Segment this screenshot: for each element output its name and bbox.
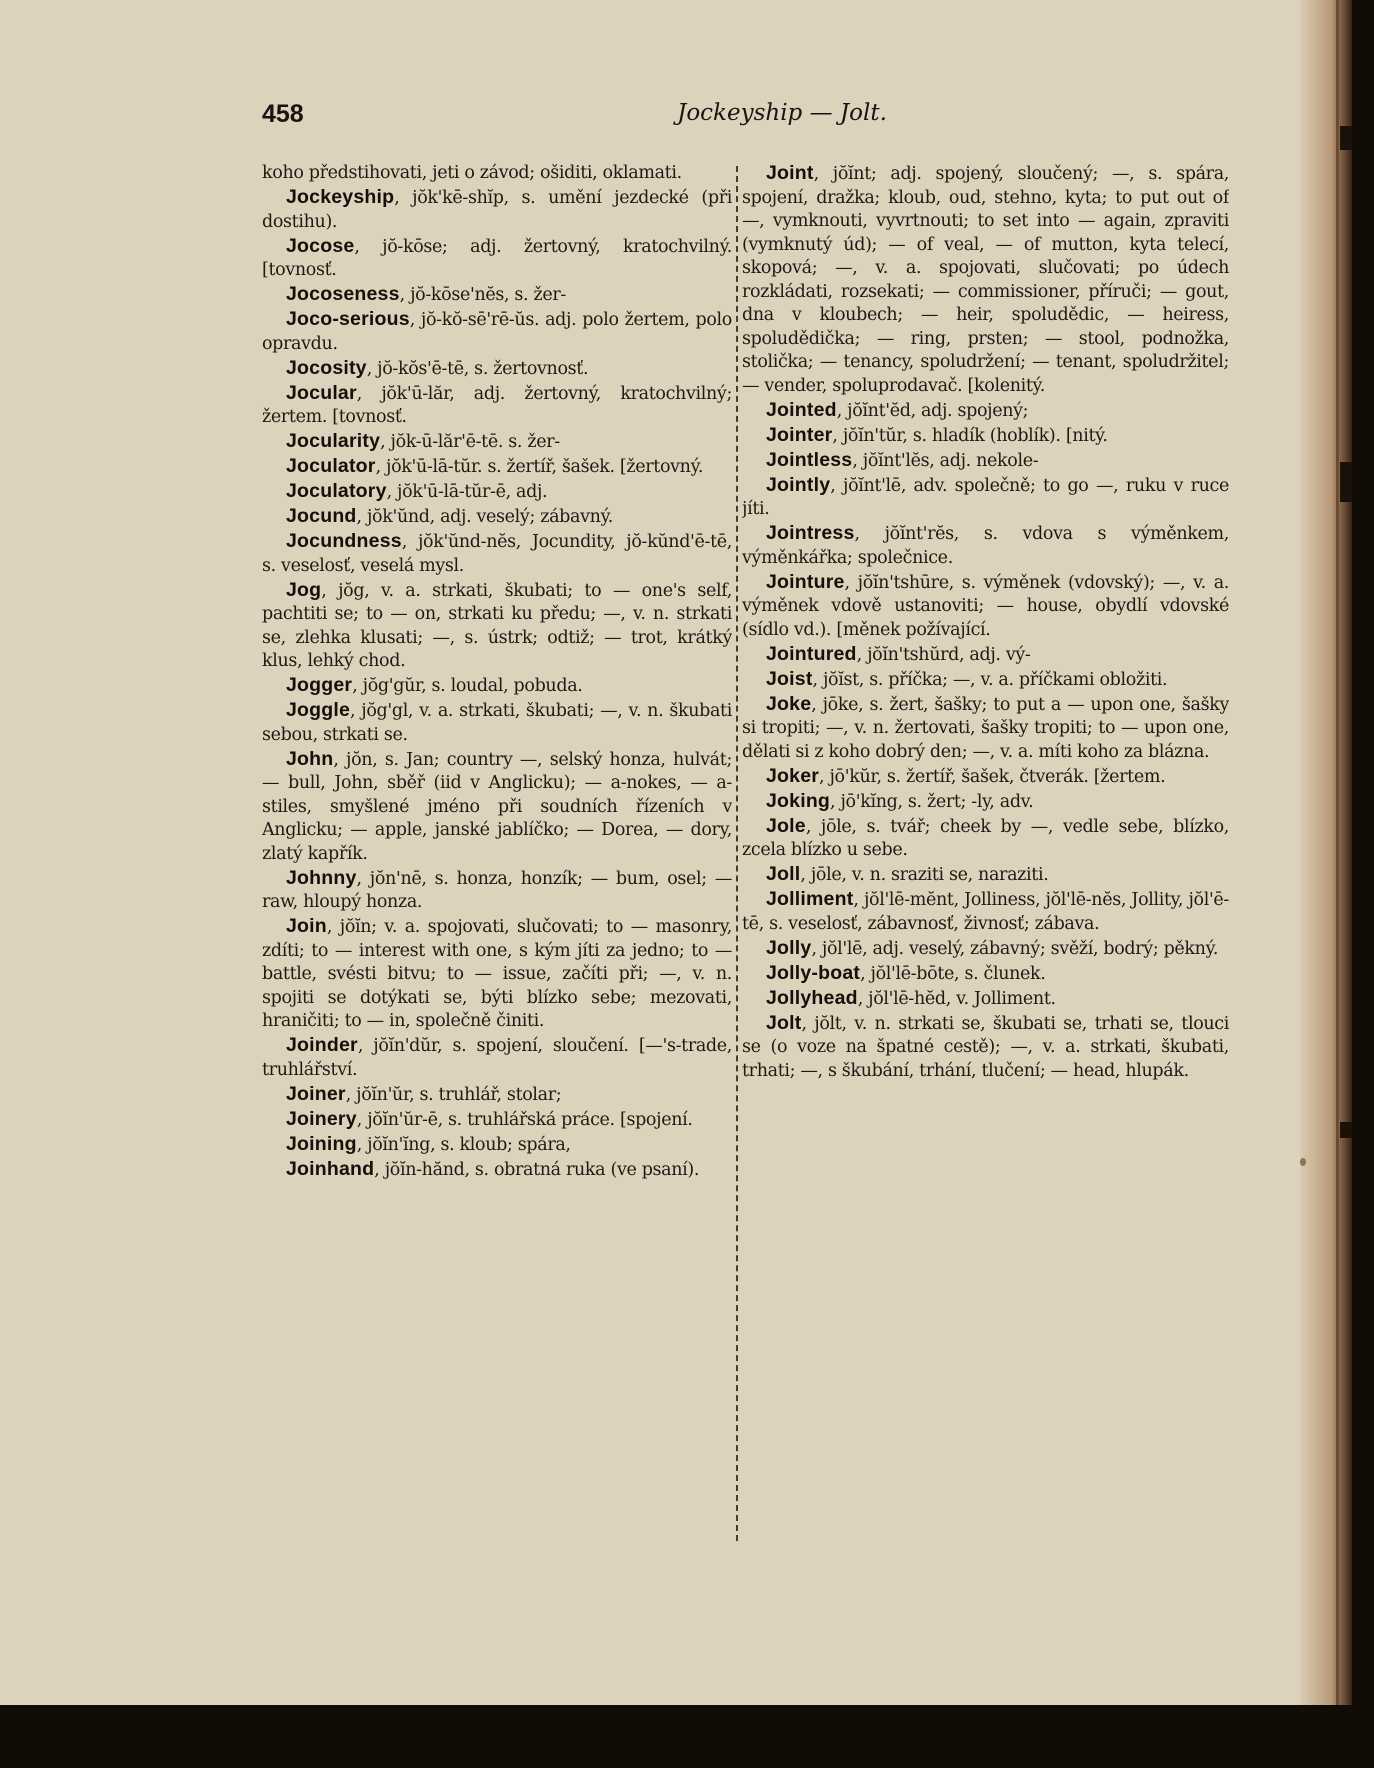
entry-text: , jŏk'ū-lăr, adj. žertovný, kratochvilný; žertem. [tovnosť. bbox=[262, 383, 732, 427]
entry-headword: Jocoseness bbox=[286, 283, 400, 305]
entry-text: , jŏl'lē-bōte, s. člunek. bbox=[860, 963, 1046, 984]
entry-text: , jŏĭn'tshūre, s. výměnek (vdovský); —, v. a. výměnek vdově ustanoviti; — house, obydlí vdovské (sídlo vd.). [měnek požívající. bbox=[742, 572, 1229, 640]
entry-text: , jŏk'ū-lā-tŭr. s. žertíř, šašek. [žertovný. bbox=[375, 457, 704, 477]
dictionary-entry bbox=[742, 522, 1229, 570]
entry-headword: Join bbox=[286, 915, 327, 937]
dictionary-entry bbox=[262, 674, 732, 699]
entry-text: , jŏl'lē-mĕnt, Jolliness, jŏl'lē-nĕs, Jollity, jŏl'ē-tē, s. veselosť, zábavnosť, živnosť; zábava. bbox=[742, 890, 1229, 934]
entry-headword: Joint bbox=[766, 162, 814, 184]
dictionary-entry bbox=[742, 399, 1229, 424]
dictionary-entry bbox=[742, 693, 1229, 765]
entry-text: , jŏ-kōse'nĕs, s. žer- bbox=[399, 285, 566, 305]
entry-headword: Jocular bbox=[286, 381, 357, 404]
entry-text: , jōle, s. tvář; cheek by —, vedle sebe, blízko, zcela blízko u sebe. bbox=[742, 816, 1229, 860]
entry-headword: Jog bbox=[286, 578, 322, 601]
entry-text: , jŏĭn; v. a. spojovati, slučovati; to — masonry, zdíti; to — interest with one, s kým jíti za jedno; to — battle, svésti bitvu; to — issue, začíti při; —, v. n. spojiti se dotýkati se, býti blízko sebe; mezovati, hraničiti; to — in, společně činiti. bbox=[262, 917, 732, 1031]
entry-text: , jŏ-kōse; adj. žertovný, kratochvilný. [tovnosť. bbox=[262, 236, 732, 280]
dictionary-entry bbox=[742, 1012, 1229, 1084]
dictionary-entry bbox=[262, 915, 732, 1034]
entry-headword: Jole bbox=[766, 814, 806, 837]
entry-headword: Jogger bbox=[286, 674, 353, 696]
dictionary-entry bbox=[262, 357, 732, 382]
entry-text: , jŏ-kŏs'ē-tē, s. žertovnosť. bbox=[366, 358, 589, 379]
gutter-tab-mark bbox=[1340, 126, 1352, 150]
entry-headword: Joggle bbox=[286, 699, 351, 721]
entry-headword: Joiner bbox=[286, 1082, 346, 1105]
dictionary-entry bbox=[262, 1133, 732, 1158]
entry-headword: Jointured bbox=[766, 642, 857, 665]
dictionary-entry bbox=[742, 474, 1229, 522]
dictionary-entry bbox=[262, 186, 732, 234]
entry-text: , jŏg'gl, v. a. strkati, škubati; —, v. n. škubati sebou, strkati se. bbox=[262, 701, 732, 745]
entry-text: , jŏn'nē, s. honza, honzík; — bum, osel; — raw, hloupý honza. bbox=[262, 868, 732, 912]
entry-text: , jŏn, s. Jan; country —, selský honza, hulvát; — bull, John, sběř (iid v Anglicku); — a-nokes, — a-stiles, smyšlené jméno při soudních řízeních v Anglicku; — apple, janské jablíčko; — Dorea, — dory, zlatý kapřík. bbox=[262, 749, 732, 864]
dictionary-entry bbox=[262, 480, 732, 505]
entry-headword: Jolliment bbox=[766, 888, 854, 910]
dictionary-entry bbox=[262, 1108, 732, 1133]
entry-text: , jŏĭnt'lē, adv. společně; to go —, ruku v ruce jíti. bbox=[742, 475, 1229, 519]
dictionary-entry bbox=[742, 668, 1229, 693]
dictionary-entry bbox=[742, 937, 1229, 962]
dictionary-entry bbox=[262, 235, 732, 283]
dictionary-entry bbox=[262, 162, 732, 186]
entry-headword: Jolly bbox=[766, 936, 812, 959]
paper-speck bbox=[1300, 1158, 1306, 1166]
dictionary-entry bbox=[262, 283, 732, 308]
dictionary-entry bbox=[742, 888, 1229, 936]
dictionary-entry bbox=[742, 863, 1229, 888]
dictionary-entry bbox=[262, 1034, 732, 1082]
gutter-shadow bbox=[1300, 0, 1352, 1705]
entry-headword: Jocose bbox=[286, 234, 355, 257]
entry-text: , jŏg'gŭr, s. loudal, pobuda. bbox=[352, 676, 583, 696]
entry-headword: Joco-serious bbox=[286, 308, 410, 330]
entry-text: , jōke, s. žert, šašky; to put a — upon one, šašky si tropiti; —, v. n. žertovati, šašky tropiti; to — upon one, dělati si z koho dobrý den; —, v. a. míti koho za blázna. bbox=[742, 694, 1229, 762]
entry-headword: Jointure bbox=[766, 570, 845, 593]
dictionary-entry bbox=[262, 1158, 732, 1183]
dictionary-entry bbox=[742, 790, 1229, 815]
entry-text: , jŏĭn'tshŭrd, adj. vý- bbox=[856, 644, 1031, 665]
entry-text: , jŏk'ŭnd-nĕs, Jocundity, jŏ-kŭnd'ē-tē, s. veselosť, veselá mysl. bbox=[262, 532, 732, 576]
entry-headword: Joker bbox=[766, 764, 820, 787]
entry-headword: Jocosity bbox=[286, 356, 367, 379]
dictionary-entry bbox=[262, 455, 732, 480]
entry-text: , jŏg, v. a. strkati, škubati; to — one's self, pachtiti se; to — on, strkati ku předu; —, v. n. strkati se, zlehka klusati; —, s. ústrk; odtiž; — trot, krátký klus, lehký chod. bbox=[262, 580, 732, 671]
dictionary-entry bbox=[742, 765, 1229, 790]
entry-text: , jō'kŭr, s. žertíř, šašek, čtverák. [žertem. bbox=[819, 766, 1166, 787]
entry-headword: Jocularity bbox=[286, 430, 381, 452]
entry-headword: Joculator bbox=[286, 455, 376, 477]
entry-text: , jŏl'lē, adj. veselý, zábavný; svěží, bodrý; pěkný. bbox=[811, 938, 1219, 959]
entry-headword: Joining bbox=[286, 1132, 357, 1155]
entry-text: , jŏĭnt'rĕs, s. vdova s výměnkem, výměnkářka; společnice. bbox=[742, 524, 1229, 568]
entry-headword: Joke bbox=[766, 692, 812, 715]
dictionary-entry bbox=[742, 424, 1229, 449]
entry-text: , jŏlt, v. n. strkati se, škubati se, trhati se, tlouci se (o voze na špatné cestě); —, v. a. strkati, škubati, trhati; —, s škubání, trhání, tlučení; — head, hlupák. bbox=[742, 1013, 1229, 1081]
dictionary-entry bbox=[262, 1083, 732, 1108]
entry-text: , jŏk'ŭnd, adj. veselý; zábavný. bbox=[356, 507, 613, 527]
entry-headword: Johnny bbox=[286, 866, 357, 889]
gutter-tab-mark bbox=[1340, 1122, 1352, 1138]
entry-text: , jŏĭn'tŭr, s. hladík (hoblík). [nitý. bbox=[832, 425, 1108, 446]
dictionary-entry bbox=[742, 962, 1229, 987]
dictionary-entry bbox=[262, 579, 732, 674]
dictionary-entry bbox=[742, 162, 1229, 398]
entry-text: , jō'kĭng, s. žert; -ly, adv. bbox=[830, 791, 1034, 812]
entry-headword: Jocund bbox=[286, 505, 357, 527]
entry-text: , jŏĭnt'lĕs, adj. nekole- bbox=[852, 450, 1039, 471]
entry-headword: Jointress bbox=[766, 522, 855, 544]
entry-headword: Joking bbox=[766, 789, 831, 812]
dictionary-entry bbox=[262, 505, 732, 530]
entry-headword: Jointly bbox=[766, 473, 831, 496]
dictionary-entry bbox=[262, 867, 732, 915]
entry-headword: Joinhand bbox=[286, 1157, 375, 1180]
entry-headword: John bbox=[286, 747, 334, 770]
right-column bbox=[742, 162, 1229, 1552]
entry-text: , jŏĭnt; adj. spojený, sloučený; —, s. spára, spojení, dražka; kloub, oud, stehno, kyta; to put out of —, vymknouti, vyvrtnouti; to set into — again, zpraviti (vymknutý úd); — of veal, — of mutton, kyta telecí, skopová; —, v. a. spojovati, slučovati; po údech rozkládati, rozsekati; — commissioner, příruči; — gout, dna v kloubech; — heir, spoludědic, — heiress, spoludědička; — ring, prsten; — stool, podnožka, stolička; — tenancy, spoludržení; — tenant, spoludržitel; — vender, spoluprodavač. [kolenitý. bbox=[742, 164, 1229, 396]
entry-text: koho předstihovati, jeti o závod; ošiditi, oklamati. bbox=[262, 163, 682, 183]
dictionary-entry bbox=[262, 699, 732, 747]
entry-text: , jŏĭnt'ĕd, adj. spojený; bbox=[836, 400, 1029, 421]
entry-text: , jŏk-ū-lăr'ē-tē. s. žer- bbox=[380, 432, 560, 452]
gutter-line bbox=[1336, 0, 1339, 1705]
entry-text: , jŏĭn'ŭr, s. truhlář, stolar; bbox=[345, 1084, 562, 1105]
dictionary-entry bbox=[742, 987, 1229, 1012]
dictionary-entry bbox=[262, 748, 732, 867]
entry-text: , jŏl'lē-hĕd, v. Jolliment. bbox=[857, 988, 1056, 1009]
entry-headword: Jollyhead bbox=[766, 986, 858, 1009]
page-header bbox=[262, 100, 1294, 136]
entry-headword: Jocundness bbox=[286, 530, 402, 552]
running-head: Jockeyship — Jolt. bbox=[677, 100, 887, 126]
entry-headword: Jointless bbox=[766, 448, 853, 471]
entry-headword: Jockeyship bbox=[286, 186, 395, 208]
dictionary-entry bbox=[742, 449, 1229, 474]
dictionary-entry bbox=[742, 643, 1229, 668]
entry-text: , jŏk'ū-lā-tŭr-ē, adj. bbox=[386, 482, 548, 502]
dictionary-entry bbox=[262, 382, 732, 430]
gutter-tab-mark bbox=[1340, 462, 1352, 502]
entry-headword: Jointed bbox=[766, 398, 837, 421]
entry-text: , jŏĭn'dŭr, s. spojení, sloučení. [—'s-trade, truhlářství. bbox=[262, 1036, 732, 1080]
entry-headword: Jolt bbox=[766, 1011, 802, 1034]
entry-headword: Joinder bbox=[286, 1034, 358, 1056]
entry-headword: Jolly-boat bbox=[766, 961, 861, 984]
entry-text: , jŏk'kē-shĭp, s. umění jezdecké (při dostihu). bbox=[262, 188, 732, 232]
entry-text: , jŏ-kŏ-sē'rē-ŭs. adj. polo žertem, polo opravdu. bbox=[262, 310, 732, 354]
entry-text: , jōle, v. n. sraziti se, naraziti. bbox=[800, 865, 1049, 885]
page-number: 458 bbox=[262, 100, 304, 128]
entry-text: , jŏĭst, s. příčka; —, v. a. příčkami obložiti. bbox=[812, 669, 1168, 690]
entry-headword: Joll bbox=[766, 863, 801, 885]
dictionary-entry bbox=[262, 530, 732, 578]
entry-headword: Joculatory bbox=[286, 480, 387, 502]
column-divider bbox=[736, 166, 738, 1541]
dictionary-entry bbox=[262, 308, 732, 356]
dictionary-entry bbox=[742, 815, 1229, 863]
left-column bbox=[262, 162, 732, 1552]
entry-text: , jŏĭn-hănd, s. obratná ruka (ve psaní). bbox=[374, 1159, 700, 1180]
entry-headword: Joinery bbox=[286, 1107, 357, 1130]
entry-headword: Joist bbox=[766, 667, 813, 690]
dictionary-entry bbox=[262, 430, 732, 455]
entry-text: , jŏĭn'ĭng, s. kloub; spára, bbox=[356, 1134, 571, 1155]
dictionary-entry bbox=[742, 571, 1229, 643]
entry-text: , jŏĭn'ŭr-ē, s. truhlářská práce. [spojení. bbox=[356, 1109, 693, 1130]
entry-headword: Jointer bbox=[766, 423, 833, 446]
